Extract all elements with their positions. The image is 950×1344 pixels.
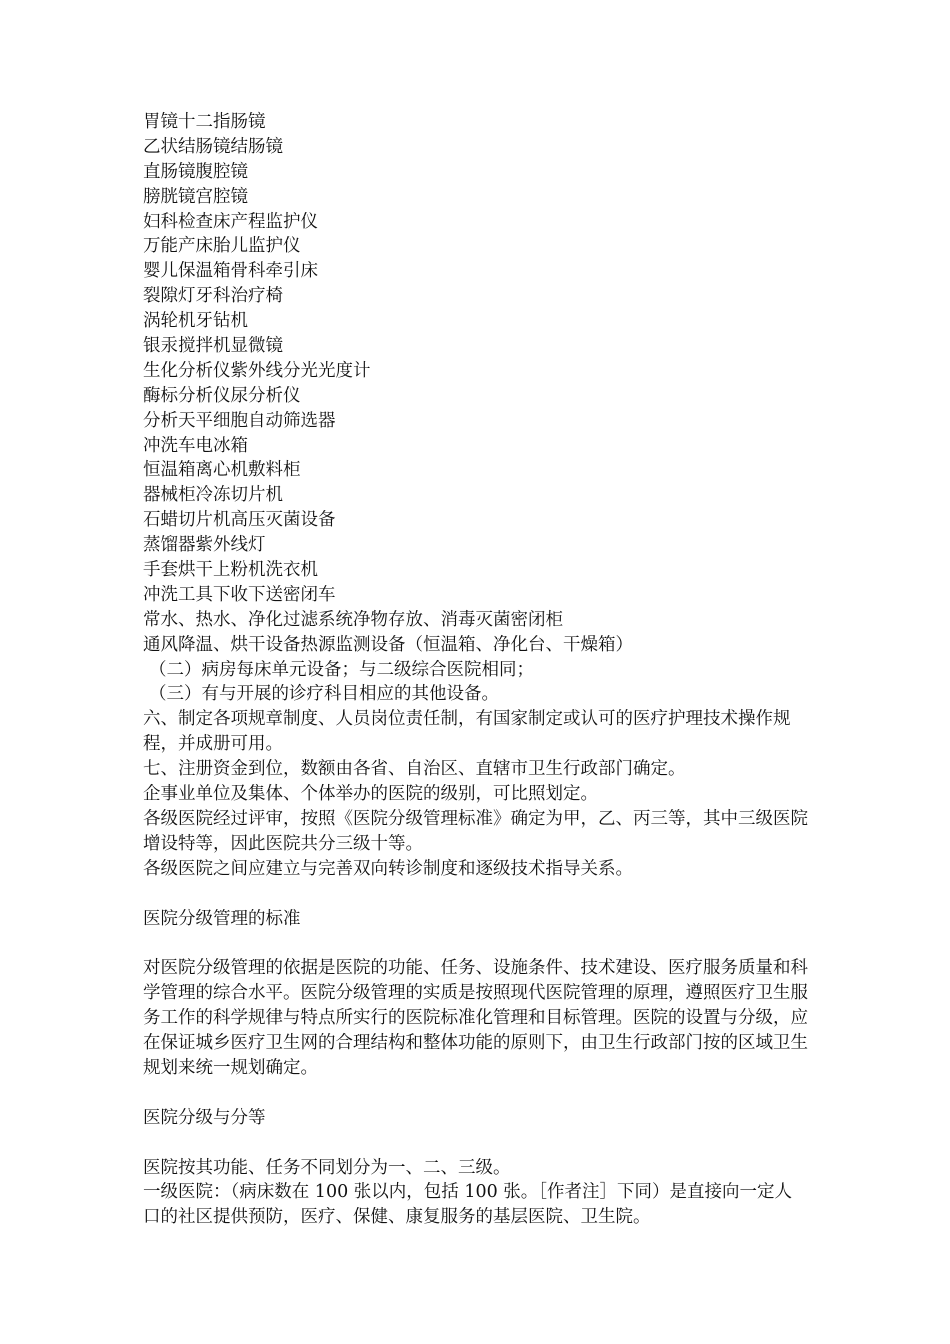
equipment-line: 分析天平细胞自动筛选器 [143,410,336,431]
equipment-line: 婴儿保温箱骨科牵引床 [143,261,318,282]
sub-item-two: （二）病房每床单元设备；与二级综合医院相同； [149,659,534,680]
document-body [143,110,823,1230]
equipment-line: 万能产床胎儿监护仪 [143,236,301,257]
blank-line [143,1081,823,1106]
enterprise-line: 企事业单位及集体、个体举办的医院的级别，可比照划定。 [143,784,598,805]
blank-line [143,1131,823,1156]
equipment-line: 涡轮机牙钻机 [143,311,248,332]
equipment-line: 膀胱镜宫腔镜 [143,186,248,207]
standards-paragraph: 对医院分级管理的依据是医院的功能、任务、设施条件、技术建设、医疗服务质量和科学管理的综合水平。医院分级管理的实质是按照现代医院管理的原理，遵照医疗卫生服务工作的科学规律与特点所实行的医院标准化管理和目标管理。医院的设置与分级，应在保证城乡医疗卫生网的合理结构和整体功能的原则下，由卫生行政部门按的区域卫生规划来统一规划确定。 [143,958,808,1078]
item-six-paragraph: 六、制定各项规章制度、人员岗位责任制，有国家制定或认可的医疗护理技术操作规程，并成册可用。 [143,709,791,755]
equipment-line: 冲洗工具下收下送密闭车 [143,584,336,605]
equipment-line: 妇科检查床产程监护仪 [143,211,318,232]
blank-line [143,931,823,956]
equipment-line: 常水、热水、净化过滤系统净物存放、消毒灭菌密闭柜 [143,609,563,630]
equipment-line: 裂隙灯牙科治疗椅 [143,286,283,307]
levels-paragraph: 各级医院经过评审，按照《医院分级管理标准》确定为甲，乙、丙三等，其中三级医院增设特等，因此医院共分三级十等。 [143,808,808,854]
equipment-line: 生化分析仪紫外线分光光度计 [143,360,371,381]
equipment-line: 通风降温、烘干设备热源监测设备（恒温箱、净化台、干燥箱） [143,634,633,655]
equipment-line: 胃镜十二指肠镜 [143,112,266,132]
referral-line: 各级医院之间应建立与完善双向转诊制度和逐级技术指导关系。 [143,858,633,879]
equipment-line: 酶标分析仪尿分析仪 [143,385,301,406]
equipment-line: 器械柜冷冻切片机 [143,485,283,506]
item-seven-line: 七、注册资金到位，数额由各省、自治区、直辖市卫生行政部门确定。 [143,759,686,780]
equipment-line: 乙状结肠镜结肠镜 [143,136,283,157]
heading-standards: 医院分级管理的标准 [143,908,301,929]
level-one-paragraph: 一级医院：（病床数在 100 张以内，包括 100 张。［作者注］下同）是直接向一定人口的社区提供预防，医疗、保健、康复服务的基层医院、卫生院。 [143,1182,793,1228]
equipment-line: 手套烘干上粉机洗衣机 [143,560,318,581]
equipment-line: 石蜡切片机高压灭菌设备 [143,510,336,531]
equipment-list [143,110,823,658]
equipment-line: 恒温箱离心机敷料柜 [143,460,301,481]
equipment-line: 银汞搅拌机显微镜 [143,336,283,357]
equipment-line: 冲洗车电冰箱 [143,435,248,456]
blank-line [143,882,823,907]
grading-line: 医院按其功能、任务不同划分为一、二、三级。 [143,1157,511,1178]
equipment-line: 蒸馏器紫外线灯 [143,535,266,556]
heading-grading: 医院分级与分等 [143,1107,266,1128]
sub-item-three: （三）有与开展的诊疗科目相应的其他设备。 [149,684,499,705]
equipment-line: 直肠镜腹腔镜 [143,161,248,182]
